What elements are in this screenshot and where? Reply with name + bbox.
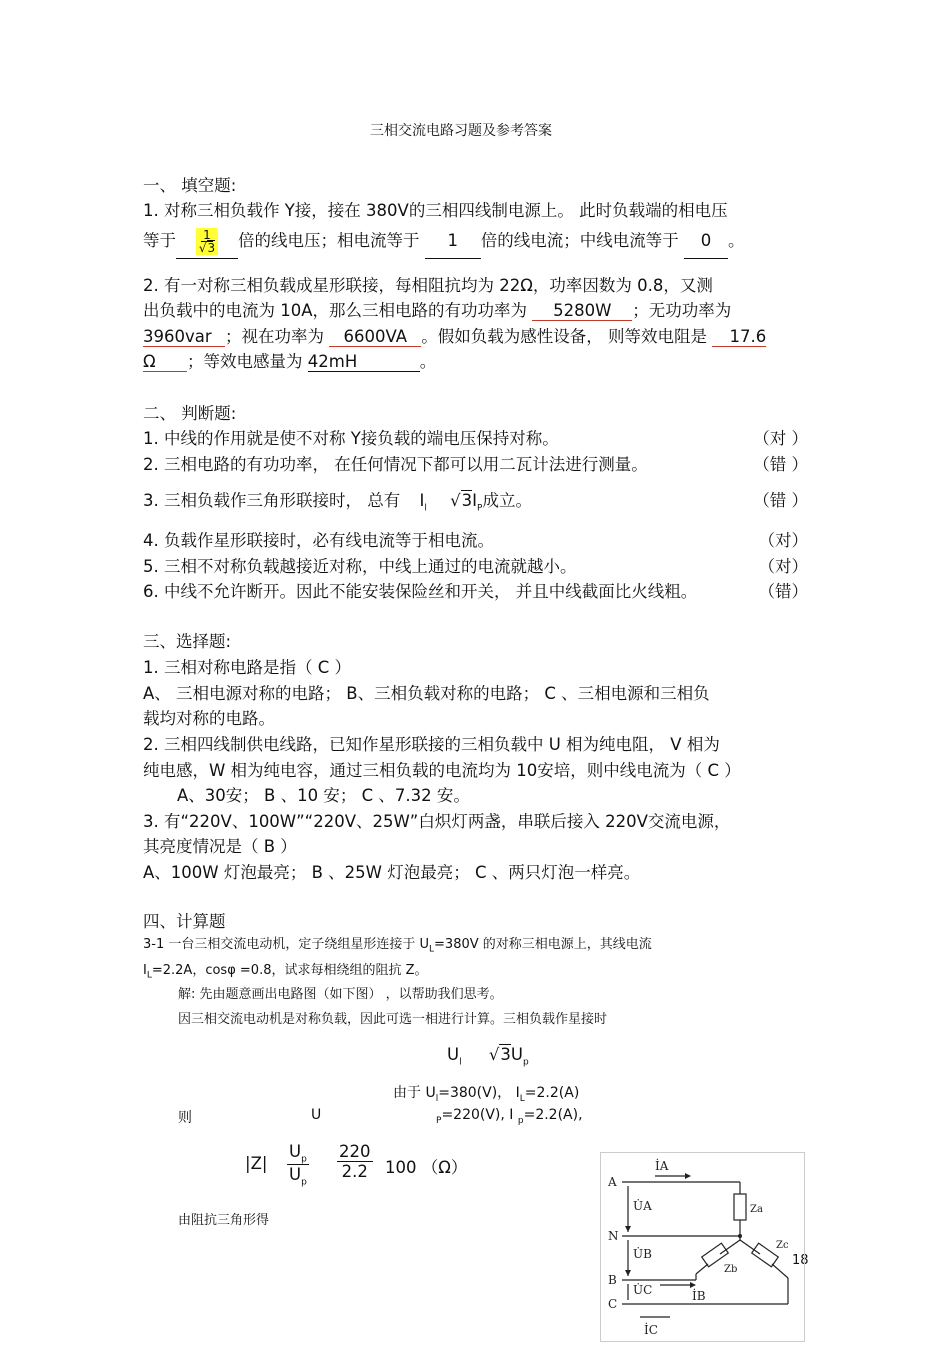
judge-text: 5. 三相不对称负载越接近对称，中线上通过的电流就越小。: [143, 557, 577, 576]
impedance-b-label: Zb: [724, 1264, 738, 1275]
frac-values: $\frac{220}{2.2}$: [339, 1142, 371, 1181]
section2-heading: 二、 判断题:: [143, 404, 237, 423]
judge-formula-end: 成立。: [482, 491, 532, 510]
q1-end: 。: [728, 231, 745, 250]
judge-text: 2. 三相电路的有功功率， 在任何情况下都可以用二瓦计法进行测量。: [143, 455, 648, 474]
voltage-b-label: U̇B: [633, 1247, 652, 1261]
judge-mark: （对）: [758, 557, 808, 576]
voltage-a-label: U̇A: [633, 1199, 652, 1213]
q1-line2: [143, 224, 745, 259]
q1-mid1: 倍的线电压；相电流等于: [238, 231, 420, 250]
judge-mark: （错 ）: [753, 491, 808, 510]
node-label-n: N: [608, 1229, 619, 1243]
solution-line2: 因三相交流电动机是对称负载，因此可选一相进行计算。三相负载作星接时: [178, 1012, 608, 1027]
q1-answer-1: [176, 224, 238, 259]
node-label-a: A: [608, 1175, 617, 1189]
judge-text: 3. 三相负载作三角形联接时， 总有: [143, 491, 401, 510]
q2-answer-reactive-power: 3960var: [143, 327, 225, 347]
then-label: 则: [178, 1110, 192, 1126]
node-label-b: B: [608, 1273, 617, 1287]
q2-line1: 2. 有一对称三相负载成星形联接，每相阻抗均为 22Ω，功率因数为 0.8，又测: [143, 276, 713, 295]
then-u: U: [311, 1107, 322, 1123]
choice-q3-cont: 其亮度情况是（ B ）: [143, 837, 297, 856]
page-title: 三相交流电路习题及参考答案: [370, 123, 552, 139]
q1-answer-3: 0: [684, 224, 728, 259]
q2-line3-mid: ；视在功率为: [225, 327, 324, 346]
equation-line-phase: $U_l$ $√3U_p$: [447, 1045, 529, 1068]
q2-answer-resistance: 17.6: [712, 327, 766, 347]
then-values: $_P$=220(V), I $_p$=2.2(A),: [436, 1107, 583, 1126]
sqrt-icon: √: [198, 241, 207, 255]
q2-line3-post: 。假如负载为感性设备， 则等效电阻是: [421, 327, 707, 346]
solution-line1: 解: 先由题意画出电路图（如下图） ，以帮助我们思考。: [178, 987, 503, 1002]
q1-frac-num: 1: [203, 228, 211, 242]
node-label-c: C: [608, 1297, 618, 1311]
judge-item: [143, 553, 808, 577]
current-a-label: İA: [655, 1159, 669, 1173]
q2-line4-mid: ；等效电感量为: [187, 352, 303, 371]
judge-mark: （对）: [758, 531, 808, 550]
page-number: 18: [792, 1253, 809, 1268]
q2-line2-post: ；无功功率为: [632, 301, 732, 320]
judge-text: 4. 负载作星形联接时，必有线电流等于相电流。: [143, 531, 494, 550]
judge-item: [143, 487, 808, 513]
section4-heading: 四、计算题: [143, 912, 226, 931]
q1-frac-den: √3: [198, 241, 216, 255]
q2-line3: [143, 323, 766, 347]
q1-pre: 等于: [143, 231, 176, 250]
q1-line1: 1. 对称三相负载作 Y接，接在 380V的三相四线制电源上。 此时负载端的相电压: [143, 201, 728, 220]
judge-text: 6. 中线不允许断开。因此不能安装保险丝和开关， 并且中线截面比火线粗。: [143, 582, 698, 601]
q1-answer-2: 1: [425, 224, 481, 259]
q2-line2: [143, 297, 731, 321]
choice-q2-options: A、30安； B 、10 安； C 、7.32 安。: [177, 786, 470, 805]
voltage-c-label: U̇C: [633, 1283, 653, 1297]
problem-line1: 3-1 一台三相交流电动机，定子绕组星形连接于 $U_L=380V$ 的对称三相电源上，其线电流: [143, 937, 652, 955]
q2-line2-pre: 出负载中的电流为 10A，那么三相电路的有功功率为: [143, 301, 528, 320]
frac-up: $\frac{U_p}{U_p}$: [289, 1142, 307, 1188]
section1-heading: 一、 填空题:: [143, 176, 237, 195]
z-result: 100 （Ω）: [385, 1158, 468, 1177]
choice-q2: 2. 三相四线制供电线路，已知作星形联接的三相负载中 U 相为纯电阻， V 相为: [143, 735, 720, 754]
judge-text: 1. 中线的作用就是使不对称 Y接负载的端电压保持对称。: [143, 429, 559, 448]
judge-mark: （错）: [758, 582, 808, 601]
impedance-a-label: Za: [750, 1204, 763, 1215]
sqrt-icon: √: [488, 1045, 500, 1064]
q2-line4: [143, 348, 436, 372]
impedance-c-label: Zc: [776, 1240, 789, 1251]
q2-answer-apparent-power: 6600VA: [329, 327, 421, 347]
sqrt-icon: √: [450, 491, 461, 510]
problem-line2: $I_L=2.2A$，cosφ =0.8，试求每相绕组的阻抗 Z。: [143, 963, 428, 981]
section3-heading: 三、选择题:: [143, 632, 232, 651]
choice-q3-options: A、100W 灯泡最亮； B 、25W 灯泡最亮； C 、两只灯泡一样亮。: [143, 863, 641, 882]
choice-q3: 3. 有“220V、100W”“220V、25W”白炽灯两盏，串联后接入 220V交流电源，: [143, 812, 731, 831]
given-values: 由于 $U_l=380(V)$， $I_L=2.2(A)$: [393, 1085, 580, 1104]
triangle-note: 由阻抗三角形得: [178, 1213, 270, 1228]
choice-q2-cont: 纯电感，W 相为纯电容，通过三相负载的电流均为 10安培，则中线电流为（ C ）: [143, 761, 741, 780]
q2-answer-inductance: 42mH: [308, 352, 420, 372]
judge-item: [143, 425, 808, 449]
choice-q1-options-cont: 载均对称的电路。: [143, 709, 275, 728]
current-b-label: İB: [692, 1289, 706, 1303]
q1-mid2: 倍的线电流；中线电流等于: [480, 231, 679, 250]
abs-z: |Z|: [245, 1154, 268, 1173]
circuit-diagram: [600, 1152, 805, 1342]
judge-item: [143, 451, 808, 475]
choice-q1: 1. 三相对称电路是指（ C ）: [143, 658, 351, 677]
judge-item: [143, 578, 808, 602]
choice-q1-options: A、 三相电源对称的电路； B、三相负载对称的电路； C 、三相电源和三相负: [143, 684, 710, 703]
judge-mark: （错 ）: [753, 455, 808, 474]
current-c-label: İC: [644, 1323, 658, 1337]
judge-item: [143, 527, 808, 551]
q2-answer-active-power: 5280W: [532, 301, 632, 321]
q2-answer-resistance-unit: Ω: [143, 352, 187, 372]
highlight-fraction: [196, 228, 218, 255]
judge-formula: $I_l$ $√3I_P$: [419, 491, 483, 514]
q2-end: 。: [419, 352, 437, 371]
judge-mark: （对 ）: [753, 429, 808, 448]
